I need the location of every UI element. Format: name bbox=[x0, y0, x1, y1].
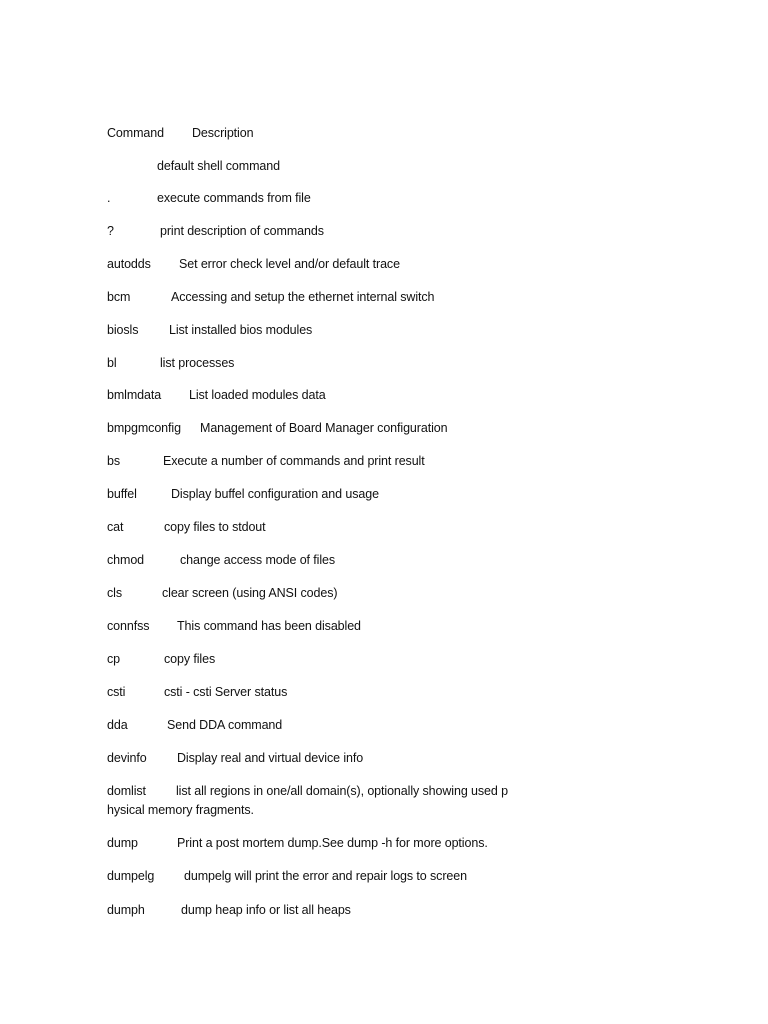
command-description: copy files bbox=[164, 652, 216, 666]
command-description: Set error check level and/or default trace bbox=[179, 257, 400, 271]
command-description: Management of Board Manager configuration bbox=[200, 421, 448, 435]
command-description: Execute a number of commands and print result bbox=[163, 454, 425, 468]
command-name: buffel bbox=[107, 487, 137, 501]
command-name: dda bbox=[107, 718, 128, 732]
command-description: dump heap info or list all heaps bbox=[181, 903, 351, 917]
command-description: csti - csti Server status bbox=[164, 685, 288, 699]
command-name: csti bbox=[107, 685, 126, 699]
command-description-continuation: hysical memory fragments. bbox=[107, 803, 254, 817]
command-description: List installed bios modules bbox=[169, 323, 313, 337]
command-name: bs bbox=[107, 454, 121, 468]
command-name: dumph bbox=[107, 903, 145, 917]
command-description: print description of commands bbox=[160, 224, 324, 238]
command-name: dump bbox=[107, 836, 138, 850]
command-name: devinfo bbox=[107, 751, 147, 765]
command-name: domlist bbox=[107, 784, 146, 798]
command-name: cp bbox=[107, 652, 121, 666]
command-description: copy files to stdout bbox=[164, 520, 266, 534]
command-name: chmod bbox=[107, 553, 145, 567]
command-description: change access mode of files bbox=[180, 553, 336, 567]
command-description: default shell command bbox=[157, 159, 280, 173]
command-name: ? bbox=[107, 224, 114, 238]
command-description: Accessing and setup the ethernet internal switch bbox=[171, 290, 435, 304]
command-name: cat bbox=[107, 520, 124, 534]
command-description: List loaded modules data bbox=[189, 388, 326, 402]
command-name: bmlmdata bbox=[107, 388, 162, 402]
command-name: biosls bbox=[107, 323, 139, 337]
command-description: Display buffel configuration and usage bbox=[171, 487, 379, 501]
list-item bbox=[107, 902, 351, 966]
command-name: autodds bbox=[107, 257, 151, 271]
command-description: clear screen (using ANSI codes) bbox=[162, 586, 338, 600]
command-name: bcm bbox=[107, 290, 131, 304]
command-name: connfss bbox=[107, 619, 150, 633]
command-description: Send DDA command bbox=[167, 718, 283, 732]
command-description: This command has been disabled bbox=[177, 619, 361, 633]
command-name: cls bbox=[107, 586, 122, 600]
command-name: dumpelg bbox=[107, 869, 155, 883]
command-name: bmpgmconfig bbox=[107, 421, 181, 435]
command-description: Display real and virtual device info bbox=[177, 751, 364, 765]
command-description: list processes bbox=[160, 356, 235, 370]
command-name: . bbox=[107, 191, 111, 205]
command-description: list all regions in one/all domain(s), optionally showing used p bbox=[176, 784, 508, 798]
header-description: Description bbox=[192, 126, 254, 140]
command-name: bl bbox=[107, 356, 117, 370]
command-description: Print a post mortem dump.See dump -h for more options. bbox=[177, 836, 488, 850]
command-description: execute commands from file bbox=[157, 191, 311, 205]
command-description: dumpelg will print the error and repair logs to screen bbox=[184, 869, 467, 883]
header-command: Command bbox=[107, 126, 164, 140]
